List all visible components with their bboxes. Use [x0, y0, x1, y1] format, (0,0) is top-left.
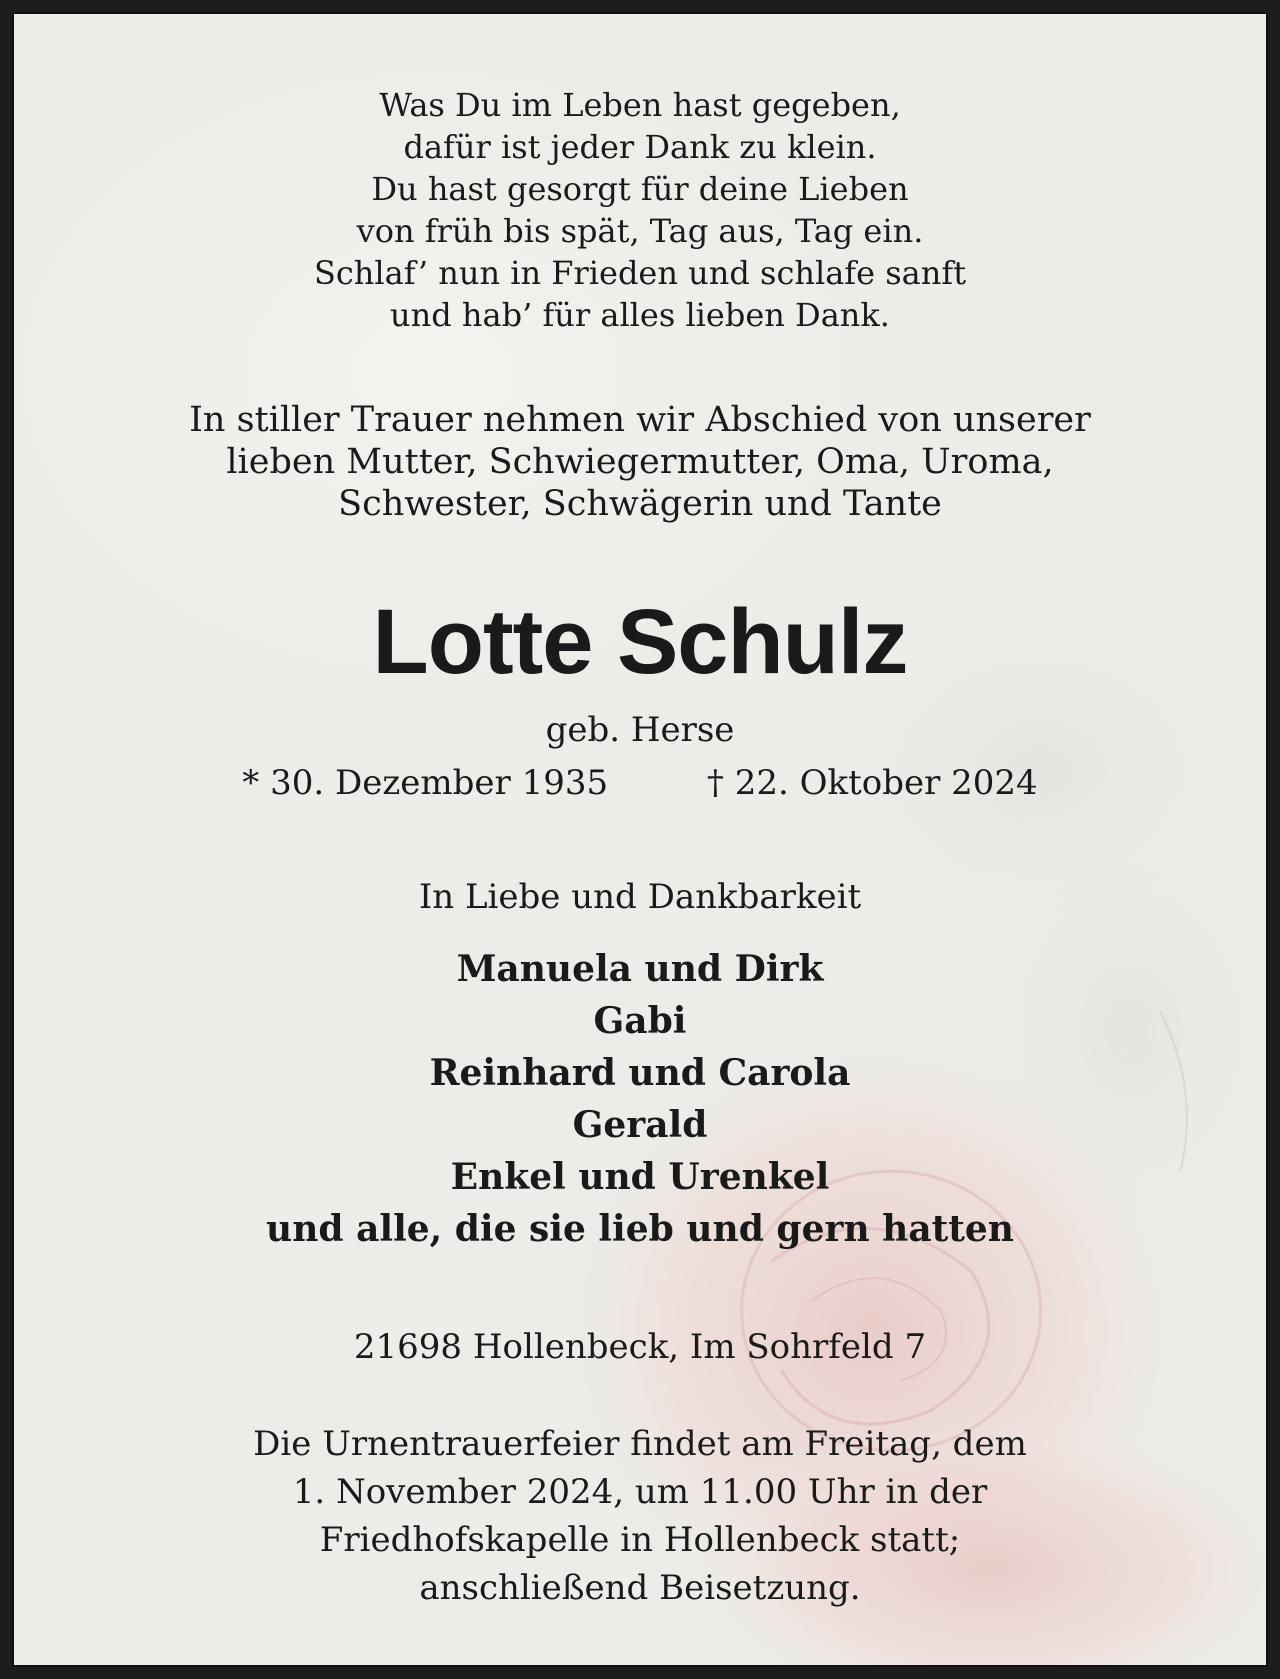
closing-phrase: In Liebe und Dankbarkeit	[418, 877, 862, 917]
mourners-list	[14, 943, 1266, 1255]
mourner: und alle, die sie lieb und gern hatten	[266, 1208, 1014, 1250]
intro-line: Schwester, Schwägerin und Tante	[338, 484, 942, 524]
poem-line: dafür ist jeder Dank zu klein.	[403, 128, 877, 166]
death-date: † 22. Oktober 2024	[706, 763, 1038, 803]
mourner: Gabi	[593, 1000, 687, 1042]
ceremony-line: Die Urnentrauerfeier findet am Freitag, dem	[253, 1424, 1027, 1464]
poem	[14, 84, 1266, 336]
mourner: Gerald	[572, 1104, 708, 1146]
mourner: Manuela und Dirk	[456, 948, 824, 990]
family-address: 21698 Hollenbeck, Im Sohrfeld 7	[353, 1327, 927, 1367]
ceremony-line: anschließend Beisetzung.	[419, 1568, 861, 1608]
birth-date: * 30. Dezember 1935	[242, 763, 609, 803]
life-dates	[14, 762, 1266, 804]
intro-line: In stiller Trauer nehmen wir Abschied von unserer	[189, 400, 1091, 440]
mourning-intro	[14, 399, 1266, 525]
ceremony-line: Friedhofskapelle in Hollenbeck statt;	[319, 1520, 961, 1560]
poem-line: Was Du im Leben hast gegeben,	[379, 86, 901, 124]
intro-line: lieben Mutter, Schwiegermutter, Oma, Uroma,	[226, 442, 1054, 482]
poem-line: Du hast gesorgt für deine Lieben	[371, 170, 909, 208]
poem-line: von früh bis spät, Tag aus, Tag ein.	[356, 212, 924, 250]
deceased-name: Lotte Schulz	[372, 591, 908, 693]
birth-name: geb. Herse	[545, 710, 735, 750]
poem-line: und hab’ für alles lieben Dank.	[390, 296, 890, 334]
obituary-card	[12, 12, 1268, 1667]
poem-line: Schlaf’ nun in Frieden und schlafe sanft	[313, 254, 967, 292]
ceremony-line: 1. November 2024, um 11.00 Uhr in der	[292, 1472, 988, 1512]
mourner: Reinhard und Carola	[429, 1052, 851, 1094]
mourner: Enkel und Urenkel	[450, 1156, 830, 1198]
ceremony-info	[14, 1420, 1266, 1612]
